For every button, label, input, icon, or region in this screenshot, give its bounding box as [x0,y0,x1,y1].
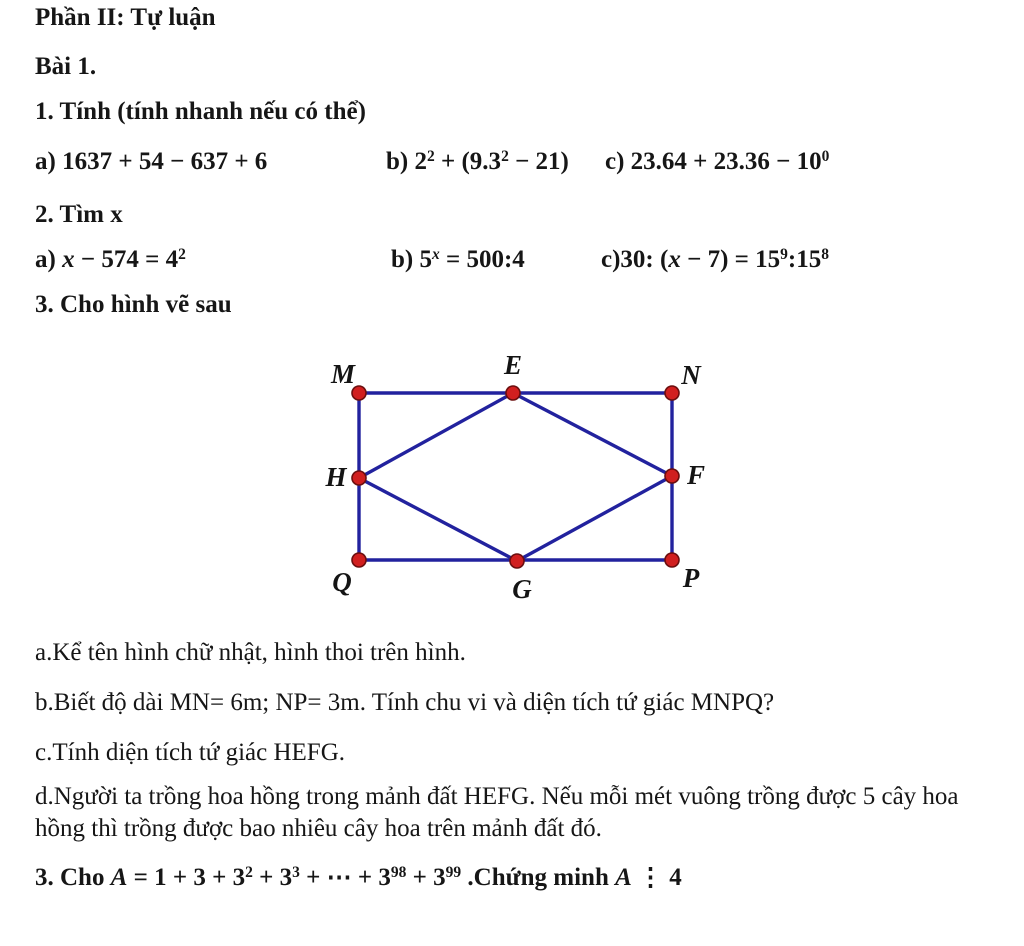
q2-expression-c: c)30: $(x - 7) = 15^9:15^8$ [601,246,829,273]
question-4-statement: 3. Cho $A = 1 + 3 + 3^2 + 3^3$ + ⋯ + $3^{98} + 3^{99}$ .Chứng minh A ⋮ 4 [35,864,682,891]
question-1-heading: 1. Tính (tính nhanh nếu có thể) [35,98,366,125]
vertex-dot-H [352,471,366,485]
edge-GH [359,478,517,561]
vertex-dot-P [665,553,679,567]
q3-sub-question-d: d.Người ta trồng hoa hồng trong mảnh đất HEFG. Nếu mỗi mét vuông trồng được 5 cây hoa hồng thì trồng được bao nhiêu cây hoa trên mảnh đất đó. [35,783,959,842]
question-2-heading: 2. Tìm x [35,201,123,228]
part-heading: Phần II: Tự luận [35,4,216,31]
q1-expression-a: a) 1637 + 54 − 637 + 6 [35,148,268,175]
edge-HE [359,393,513,478]
vertex-label-N: N [681,360,701,390]
vertex-label-G: G [512,574,532,604]
vertex-label-M: M [330,359,356,389]
vertex-label-H: H [325,462,347,492]
q1-expression-c: c) $23.64 + 23.36 - 10^0$ [605,148,830,175]
q3-sub-question-b: b.Biết độ dài MN= 6m; NP= 3m. Tính chu vi và diện tích tứ giác MNPQ? [35,689,775,716]
edge-FG [517,476,672,561]
geometry-figure [325,355,715,610]
vertex-label-P: P [682,563,700,593]
vertex-label-E: E [503,355,523,380]
vertex-dot-Q [352,553,366,567]
question-3-heading: 3. Cho hình vẽ sau [35,291,232,318]
q1-expression-b: b) $2^2 + (9.3^2 - 21)$ [386,148,569,175]
edge-EF [513,393,672,476]
vertex-dot-E [506,386,520,400]
q2-expression-a: a) $x - 574 = 4^2$ [35,246,186,273]
q2-expression-b: b) $5^x$ = 500:4 [391,246,525,273]
q3-sub-question-c: c.Tính diện tích tứ giác HEFG. [35,739,346,766]
vertex-dot-F [665,469,679,483]
vertex-dot-N [665,386,679,400]
vertex-label-Q: Q [332,567,352,597]
q3-sub-question-a: a.Kể tên hình chữ nhật, hình thoi trên hình. [35,639,466,666]
vertex-dot-G [510,554,524,568]
vertex-label-F: F [686,460,706,490]
exercise-heading: Bài 1. [35,53,97,80]
